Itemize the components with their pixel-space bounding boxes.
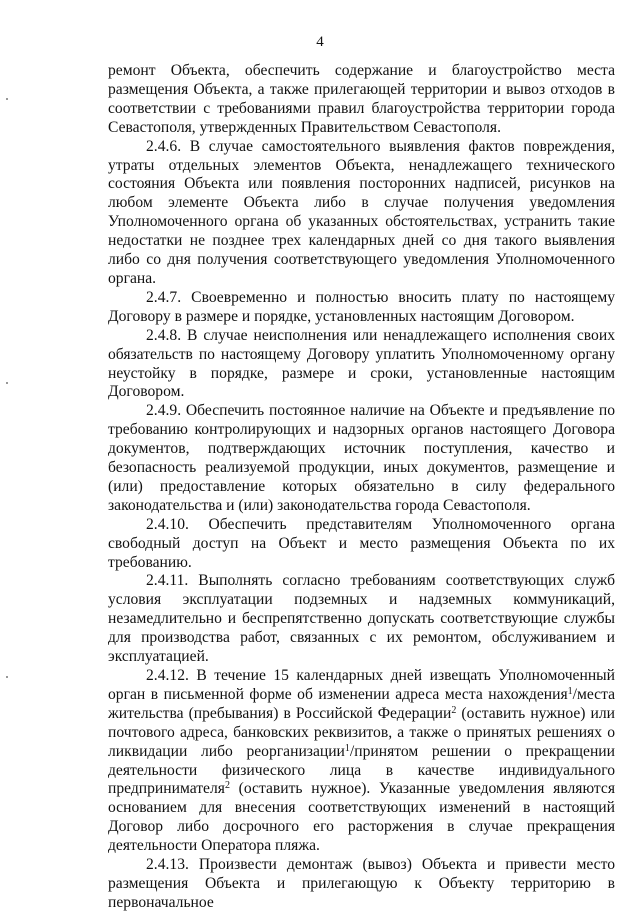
- paragraph-2-4-11: [108, 572, 615, 667]
- paragraph-text: 2.4.9. Обеспечить постоянное наличие на Объекте и предъявление по требованию контролирующих и надзорных органов настоящего Договора документов, подтверждающих источник поступления, качество и безопасность реализуемой продукции, иных документов, размещение и (или) предоставление которых обязательно в силу федерального законодательства и (или) законодательства города Севастополя.: [108, 402, 615, 514]
- document-body: [108, 62, 615, 913]
- paragraph-2-4-8: [108, 327, 615, 403]
- paragraph-2-4-7: [108, 289, 615, 327]
- paragraph-text: (оставить нужное) или почтового адреса, банковских реквизитов, а также о принятых решениях о ликвидации либо реорганизации: [108, 704, 615, 760]
- scan-speck: [6, 98, 8, 100]
- page-number: 4: [316, 34, 324, 50]
- scan-speck: [6, 676, 8, 678]
- paragraph-text: 2.4.7. Своевременно и полностью вносить плату по настоящему Договору в размере и порядке, установленных настоящим Договором.: [108, 288, 615, 325]
- paragraph-text: 2.4.13. Произвести демонтаж (вывоз) Объекта и привести место размещения Объекта и прилегающую к Объекту территорию в первоначальное: [108, 856, 615, 911]
- paragraph-text: /места жительства (пребывания) в Российской Федерации: [108, 685, 615, 722]
- scan-speck: [6, 382, 8, 384]
- paragraph-text: ремонт Объекта, обеспечить содержание и благоустройство места размещения Объекта, а также прилегающей территории и вывоз отходов в соответствии с требованиями правил благоустройства территории города Севастополя, утвержденных Правительством Севастополя.: [108, 62, 615, 136]
- footnote-marker: 2: [224, 780, 230, 792]
- paragraph-text: /принятом решении о прекращении деятельности физического лица в качестве индивидуального предпринимателя: [108, 742, 615, 798]
- paragraph-text: 2.4.10. Обеспечить представителям Уполномоченного органа свободный доступ на Объект и место размещения Объекта по их требованию.: [108, 515, 615, 571]
- footnote-marker: 2: [451, 704, 457, 716]
- paragraph-text: 2.4.11. Выполнять согласно требованиям соответствующих служб условия эксплуатации подземных и надземных коммуникаций, незамедлительно и беспрепятственно допускать соответствующие службы для производства работ, связанных с их ремонтом, обслуживанием и эксплуатацией.: [108, 572, 615, 666]
- footnote-marker: 1: [567, 685, 573, 697]
- paragraph-text: 2.4.12. В течение 15 календарных дней извещать Уполномоченный орган в письменной форме об изменении адреса места нахождения: [108, 667, 615, 703]
- paragraph-text: 2.4.6. В случае самостоятельного выявления фактов повреждения, утраты отдельных элементов Объекта, ненадлежащего технического состояния Объекта или появления посторонних надписей, рисунков на любом элементе Объекта либо в случае получения уведомления Уполномоченного органа об указанных обстоятельствах, устранить такие недостатки не позднее трех календарных дней со дня такого выявления либо со дня получения соответствующего уведомления Уполномоченного органа.: [108, 137, 615, 287]
- paragraph-2-4-13: [108, 856, 615, 913]
- paragraph-2-4-9: [108, 402, 615, 515]
- footnote-marker: 1: [344, 742, 350, 754]
- paragraph-continuation: [108, 62, 615, 138]
- paragraph-text: 2.4.8. В случае неисполнения или ненадлежащего исполнения своих обязательств по настоящему Договору уплатить Уполномоченному органу неустойку в порядке, размере и сроки, установленные настоящим Договором.: [108, 326, 615, 401]
- paragraph-2-4-6: [108, 138, 615, 289]
- paragraph-2-4-10: [108, 516, 615, 573]
- paragraph-text: (оставить нужное). Указанные уведомления являются основанием для внесения соответствующих изменений в настоящий Договор либо досрочного его расторжения в случае прекращения деятельности Оператора пляжа.: [108, 780, 615, 855]
- paragraph-2-4-12: [108, 667, 615, 856]
